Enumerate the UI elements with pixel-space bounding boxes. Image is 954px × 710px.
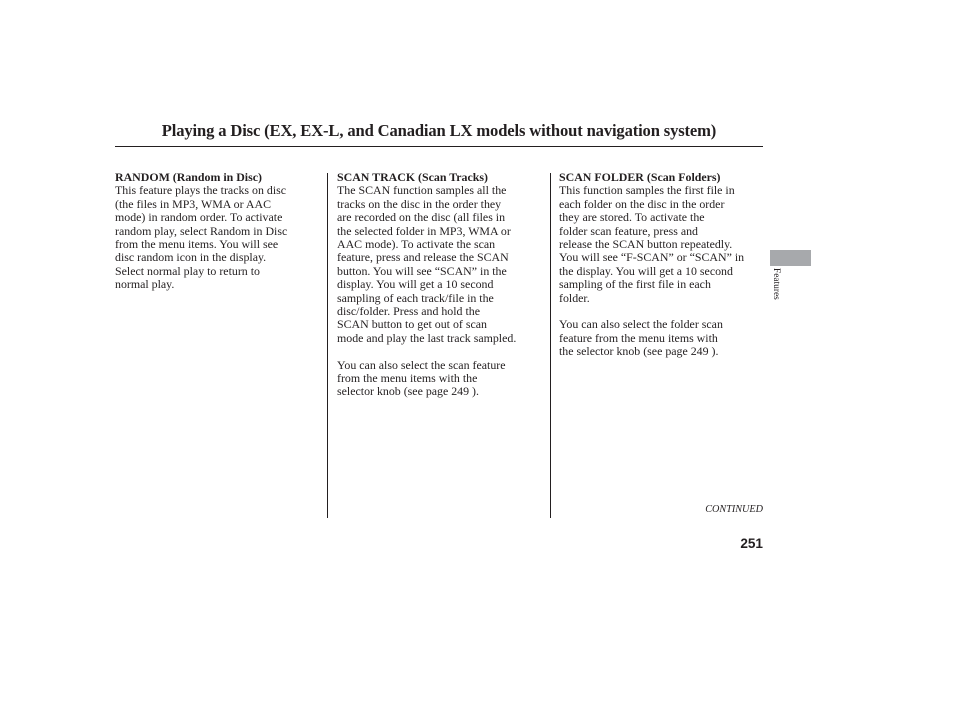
continued-label: CONTINUED — [705, 504, 763, 515]
page-title: Playing a Disc (EX, EX-L, and Canadian LX models without navigation system) — [161, 121, 717, 140]
column-divider — [327, 173, 328, 518]
section-label: Features — [771, 268, 781, 300]
scan-folder-body — [559, 184, 764, 358]
column-scan-folder — [559, 171, 764, 372]
scan-folder-paragraph: You can also select the folder scan feature from the menu items with the selector knob (see page 249 ). — [559, 317, 723, 359]
column-divider — [550, 173, 551, 518]
scan-folder-heading: SCAN FOLDER (Scan Folders) — [559, 170, 721, 184]
scan-track-heading: SCAN TRACK (Scan Tracks) — [337, 170, 488, 184]
scan-track-paragraph: You can also select the scan feature from the menu items with the selector knob (see page 249 ). — [337, 357, 506, 399]
random-body — [115, 184, 320, 291]
scan-folder-paragraph: This function samples the first file in each folder on the disc in the order they are stored. To activate the folder scan feature, press and release the SCAN button repeatedly. You will see “F-SCAN” or “SCAN” in the display. You will get a 10 second sampling of the first file in each folder. — [559, 183, 745, 305]
scan-track-paragraph: The SCAN function samples all the tracks on the disc in the order they are recorded on the disc (all files in the selected folder in MP3, WMA or AAC mode). To activate the scan feature, press and release the SCAN button. You will see “SCAN” in the display. You will get a 10 second sampling of each track/file in the disc/folder. Press and hold the SCAN button to get out of scan mode and play the last track sampled. — [337, 183, 517, 345]
section-tab — [770, 250, 811, 266]
random-heading: RANDOM (Random in Disc) — [115, 170, 262, 184]
title-rule — [115, 146, 763, 147]
random-paragraph: This feature plays the tracks on disc (the files in MP3, WMA or AAC mode) in random order. To activate random play, select Random in Disc from the menu items. You will see disc random icon in the display. Select normal play to return to normal play. — [115, 183, 288, 292]
column-random — [115, 171, 320, 305]
column-scan-track — [337, 171, 547, 412]
page-number: 251 — [740, 536, 763, 551]
scan-track-body — [337, 184, 547, 398]
